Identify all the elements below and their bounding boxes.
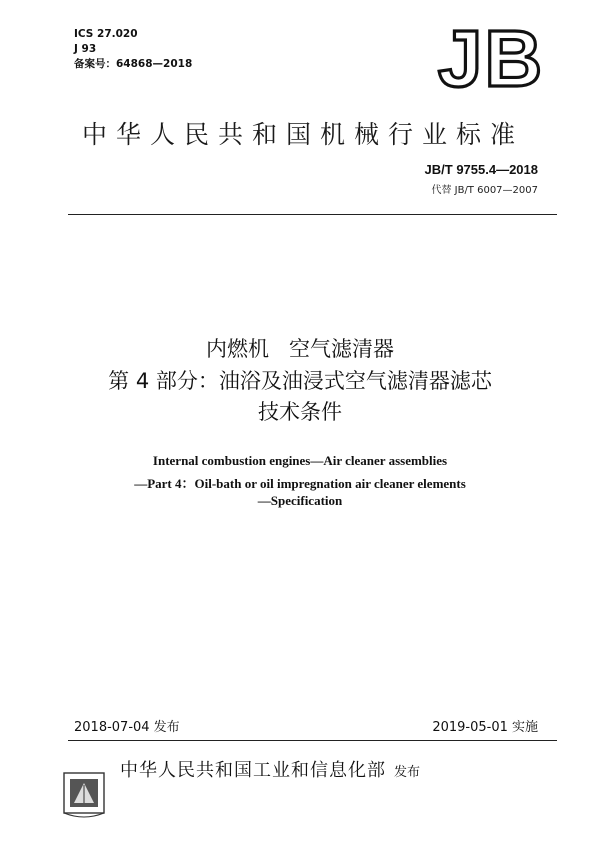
publisher (120, 756, 420, 782)
implementation-date: 2019-05-01 实施 (432, 720, 538, 735)
chinese-title-line-1: 内燃机 空气滤清器 (205, 337, 395, 361)
english-title-line-1: Internal combustion engines—Air cleaner assemblies (152, 453, 448, 468)
jb-logo-text: JB (437, 20, 545, 94)
english-title-line-3: —Specification (257, 493, 343, 508)
record-number: 备案号：64868—2018 (74, 58, 193, 70)
header-divider (68, 214, 557, 215)
footer-divider (68, 740, 557, 741)
publisher-seal-icon (58, 763, 110, 823)
chinese-title-line-2: 第 4 部分：油浴及油浸式空气滤清器滤芯 (108, 369, 492, 393)
issue-date: 2018-07-04 发布 (74, 720, 180, 735)
ics-code: ICS 27.020 (74, 28, 138, 40)
chinese-title-line-3: 技术条件 (258, 400, 342, 424)
jb-logo (428, 20, 554, 94)
ccs-code: J 93 (74, 43, 97, 55)
classification-codes (74, 27, 192, 72)
english-title-line-2: —Part 4：Oil-bath or oil impregnation air cleaner elements (134, 476, 466, 491)
standard-number: JB/T 9755.4—2018 (424, 162, 538, 177)
publisher-action: 发布 (394, 765, 421, 780)
replaces-standard: 代替 JB/T 6007—2007 (431, 185, 538, 196)
standard-category-title: 中华人民共和国机械行业标准 (81, 120, 524, 149)
publisher-name: 中华人民共和国工业和信息化部 (120, 760, 386, 781)
